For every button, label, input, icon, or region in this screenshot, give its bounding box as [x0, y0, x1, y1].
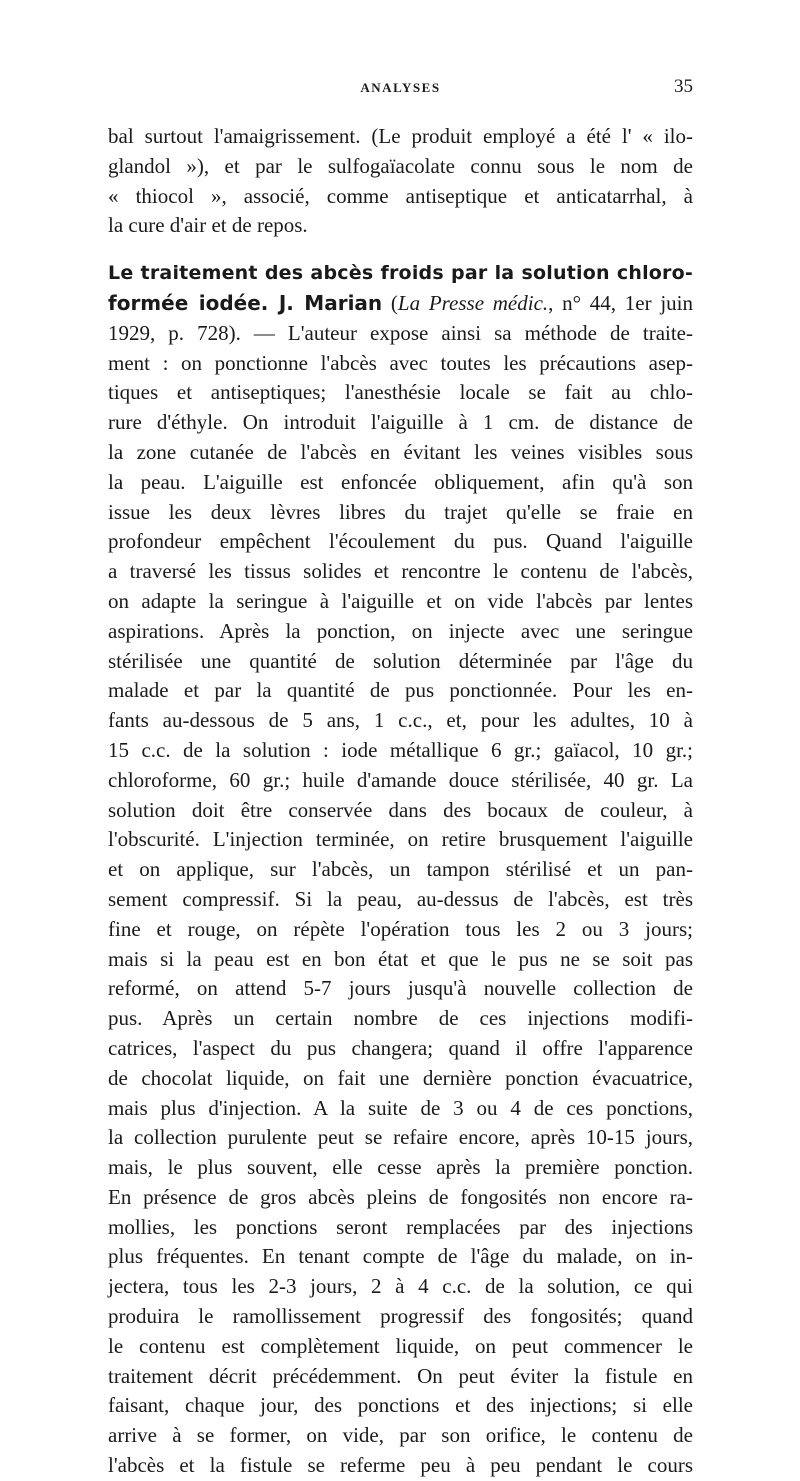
text-line: de chocolat liquide, on fait une dernière ponction évacuatrice, [108, 1065, 693, 1090]
text-line: pus. Après un certain nombre de ces injections modifi- [108, 1006, 693, 1031]
article-title: Le traitement des abcès froids par la solution chloro- [108, 262, 693, 285]
intro-paragraph [108, 122, 693, 241]
text-line: l'abcès et la fistule se referme peu à peu pendant le cours [108, 1453, 693, 1478]
text-line: traitement décrit précédemment. On peut éviter la fistule en [108, 1363, 693, 1388]
text-line: 1929, p. 728). — L'auteur expose ainsi sa méthode de traite- [108, 320, 693, 345]
text-line: « thiocol », associé, comme antiseptique et anticatarrhal, à [108, 183, 693, 208]
article-title-author: formée iodée. J. Marian [108, 290, 383, 315]
text-line: plus fréquentes. En tenant compte de l'âge du malade, on in- [108, 1244, 693, 1269]
text-line: issue les deux lèvres libres du trajet qu'elle se fraie en [108, 499, 693, 524]
text-line: rure d'éthyle. On introduit l'aiguille à 1 cm. de distance de [108, 410, 693, 435]
text-line: catrices, l'aspect du pus changera; quand il offre l'apparence [108, 1035, 693, 1060]
citation-open: ( [390, 290, 398, 315]
text-line: faisant, chaque jour, des ponctions et des injections; si elle [108, 1393, 693, 1418]
text-line: 15 c.c. de la solution : iode métallique 6 gr.; gaïacol, 10 gr.; [108, 737, 693, 762]
text-line: glandol »), et par le sulfogaïacolate connu sous le nom de [108, 153, 693, 178]
citation-details: , n° 44, 1er juin [548, 290, 694, 315]
article-title-citation-line [108, 289, 693, 319]
book-page [108, 70, 693, 1481]
text-line: aspirations. Après la ponction, on injecte avec une seringue [108, 618, 693, 643]
running-head [108, 70, 693, 100]
text-line: la zone cutanée de l'abcès en évitant les veines visibles sous [108, 439, 693, 464]
page-text [108, 122, 693, 1481]
text-line: stérilisée une quantité de solution déterminée par l'âge du [108, 648, 693, 673]
text-line: la cure d'air et de repos. [108, 213, 308, 238]
text-line: le contenu est complètement liquide, on peut commencer le [108, 1333, 693, 1358]
text-line: reformé, on attend 5-7 jours jusqu'à nouvelle collection de [108, 976, 693, 1001]
text-line: bal surtout l'amaigrissement. (Le produit employé a été l' « ilo- [108, 124, 693, 148]
text-line: jectera, tous les 2-3 jours, 2 à 4 c.c. de la solution, ce qui [108, 1274, 693, 1299]
text-line: a traversé les tissus solides et rencontre le contenu de l'abcès, [108, 559, 693, 584]
page-number: 35 [674, 76, 693, 97]
text-line: et on applique, sur l'abcès, un tampon stérilisé et un pan- [108, 857, 693, 882]
text-line: tiques et antiseptiques; l'anesthésie locale se fait au chlo- [108, 380, 693, 405]
text-line: ment : on ponctionne l'abcès avec toutes les précautions asep- [108, 350, 693, 375]
journal-name: La Presse médic. [397, 290, 549, 315]
text-line: mais plus d'injection. A la suite de 3 ou 4 de ces ponctions, [108, 1095, 693, 1120]
text-line: fants au-dessous de 5 ans, 1 c.c., et, pour les adultes, 10 à [108, 708, 693, 733]
text-line: la peau. L'aiguille est enfoncée obliquement, afin qu'à son [108, 469, 693, 494]
text-line: arrive à se former, on vide, par son orifice, le contenu de [108, 1423, 693, 1448]
text-line: solution doit être conservée dans des bocaux de couleur, à [108, 797, 693, 822]
text-line: on adapte la seringue à l'aiguille et on vide l'abcès par lentes [108, 588, 693, 613]
article-entry [108, 259, 693, 1481]
text-line: En présence de gros abcès pleins de fongosités non encore ra- [108, 1184, 693, 1209]
text-line: fine et rouge, on répète l'opération tous les 2 ou 3 jours; [108, 916, 693, 941]
text-line: sement compressif. Si la peau, au-dessus de l'abcès, est très [108, 886, 693, 911]
paragraph-gap [108, 241, 693, 259]
text-line: mais si la peau est en bon état et que le pus ne se soit pas [108, 946, 693, 971]
text-line: malade et par la quantité de pus ponctionnée. Pour les en- [108, 678, 693, 703]
running-title: ANALYSES [360, 80, 441, 95]
text-line: la collection purulente peut se refaire encore, après 10-15 jours, [108, 1125, 693, 1150]
text-line: produira le ramollissement progressif des fongosités; quand [108, 1304, 693, 1329]
text-line: chloroforme, 60 gr.; huile d'amande douce stérilisée, 40 gr. La [108, 767, 693, 792]
article-body [108, 319, 693, 1481]
text-line: mollies, les ponctions seront remplacées par des injections [108, 1214, 693, 1239]
text-line: mais, le plus souvent, elle cesse après la première ponction. [108, 1155, 693, 1180]
text-line: profondeur empêchent l'écoulement du pus. Quand l'aiguille [108, 529, 693, 554]
text-line: l'obscurité. L'injection terminée, on retire brusquement l'aiguille [108, 827, 693, 852]
